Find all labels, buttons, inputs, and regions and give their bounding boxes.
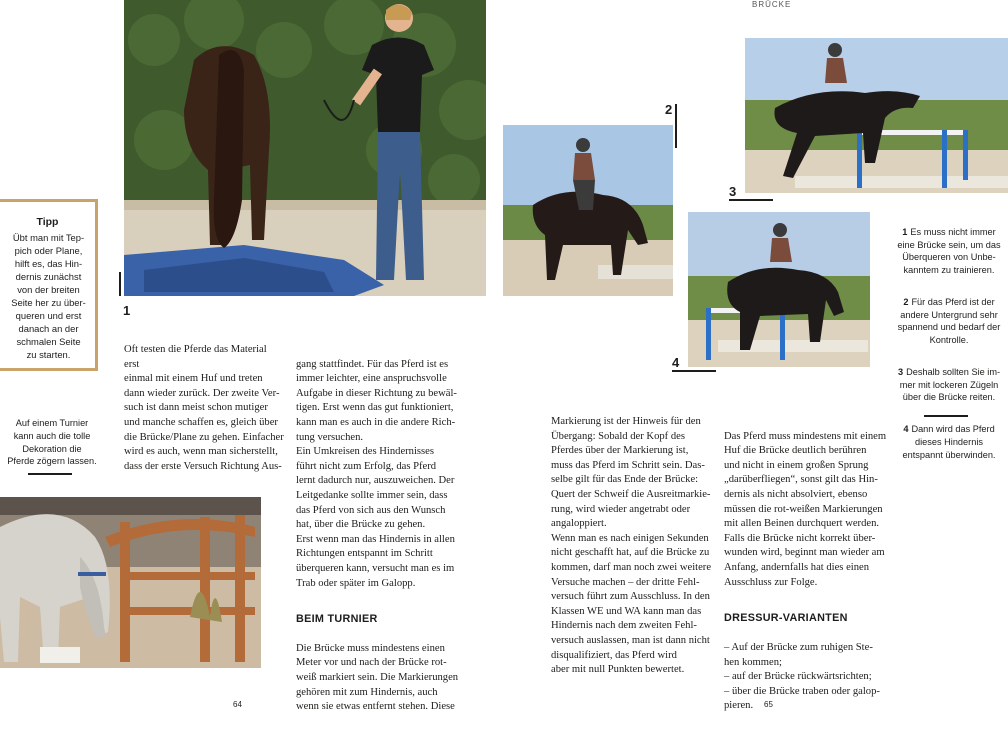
photo-rider-over-bridge [745,38,1008,193]
page-number-left: 64 [233,700,242,709]
caption-1-num: 1 [902,226,908,237]
running-title: BRÜCKE [752,0,792,9]
text-column-1: Oft testen die Pferde das Material erst einmal mit einem Huf und treten dann wieder zurück. Der zweite Ver- such ist dann meist schon mutiger und manche schaffen es, gleich über die Brücke/Plane zu gehen. Einfacher wird es auch, wenn man sicherstellt, dass der erste Versuch Richtung Aus- [124,344,284,472]
heading-beim-turnier: BEIM TURNIER [296,612,378,625]
photo4-rule [672,370,716,372]
caption-2 [890,296,1008,347]
caption-4-text: Dann wird das Pferd dieses Hindernis entspannt überwinden. [902,423,996,460]
text-column-3: Markierung ist der Hinweis für den Übergang: Sobald der Kopf des Pferdes über der Markierung ist, muss das Pferd im Schritt sein. Das- selbe gilt für das Ende der Brücke: Quert der Schweif die Ausreitmarkie- rung, wird wieder angetrabt oder angaloppiert. Wenn man es nach einigen Sekunden nicht geschafft hat, auf die Brücke zu kommen, darf man noch zwei weitere Versuche machen – der dritte Fehl- versuch führt zum Ausschluss. In den Klassen WE und WA kann man das Hindernis nach dem zweiten Fehl- versuch auslassen, man ist dann nicht disqualifiziert, das Pferd wird aber mit null Punkten bewertet. [551,416,712,676]
heading-dressur-varianten: DRESSUR-VARIANTEN [724,611,848,624]
photo-rider-approaching-bridge [688,212,870,367]
photo-number-3: 3 [729,184,737,199]
photo-horse-tarp [124,0,486,296]
photo2-rule [675,104,677,148]
side-caption: Auf einem Turnier kann auch die tolle Dekoration die Pferde zögern lassen. [7,418,97,467]
photo1-rule [119,272,121,296]
photo3-rule [729,199,773,201]
caption-1-text: Es muss nicht immer eine Brücke sein, um das Überqueren von Unbe- kanntem zu trainieren. [897,226,1001,276]
caption-2-num: 2 [903,296,909,307]
tip-text: Übt man mit Tep- pich oder Plane, hilft es, das Hin- dernis zunächst von der breiten Seite her zu über- queren und erst danach an der schmalen Seite zu starten. [11,232,86,360]
caption-4-num: 4 [903,423,909,434]
caption-2-text: Für das Pferd ist der andere Untergrund sehr spannend und bedarf der Kontrolle. [897,296,1001,346]
photo-captions [890,213,1008,480]
caption-3-num: 3 [897,366,904,377]
page-number-right: 65 [764,700,773,709]
caption-4 [890,423,1008,461]
text-column-4-part-b: – Auf der Brücke zum ruhigen Ste- hen kommen; – auf der Brücke rückwärtsrichten; – über die Brücke traben oder galop- pieren. [724,641,880,712]
photo-number-1: 1 [123,303,131,318]
tip-title: Tipp [36,216,59,228]
text-column-4 [724,415,894,728]
photo-grey-horse-decoration [0,497,261,668]
captions-rule [924,415,968,417]
text-column-4-part-a: Das Pferd muss mindestens mit einem Huf die Brücke deutlich berühren und nicht in einem großen Sprung „darüberfliegen“, sonst gilt das Hin- dernis als nicht absolviert, ebenso müssen die rot-weißen Markierungen mit allen Beinen durchquert werden. Falls die Brücke nicht korrekt über- wunden wird, beginnt man wieder am Anfang, andernfalls hat dies einen Ausschluss zur Folge. [724,430,887,588]
text-column-2 [296,343,461,729]
photo-rider-on-bridge [503,125,673,296]
text-column-2-part-a: gang stattfindet. Für das Pferd ist es immer leichter, eine anspruchsvolle Aufgabe in dieser Richtung zu bewäl- tigen. Erst wenn das gut funktioniert, kann man es auch in die andere Rich- tung versuchen. Ein Umkreisen des Hindernisses führt nicht zum Erfolg, das Pferd lernt dadurch nur, auszuweichen. Der Leitgedanke sollte immer sein, dass das Pferd von sich aus den Wunsch hat, über die Brücke zu gehen. Erst wenn man das Hindernis in allen Richtungen entspannt im Schritt überqueren kann, versucht man es im Trab oder später im Galopp. [296,358,457,589]
tip-box [0,199,98,371]
caption-3-text: Deshalb sollten Sie im- mer mit lockeren Zügeln über die Brücke reiten. [899,366,1001,403]
side-caption-rule [28,473,72,475]
photo-number-2: 2 [665,102,673,117]
photo-number-4: 4 [672,355,680,370]
caption-1 [890,226,1008,277]
caption-3 [890,366,1008,404]
text-column-2-part-b: Die Brücke muss mindestens einen Meter vor und nach der Brücke rot- weiß markiert sein. Die Markierungen gehören mit zum Hindernis, auch wenn sie etwas entfernt stehen. Diese [296,642,459,713]
